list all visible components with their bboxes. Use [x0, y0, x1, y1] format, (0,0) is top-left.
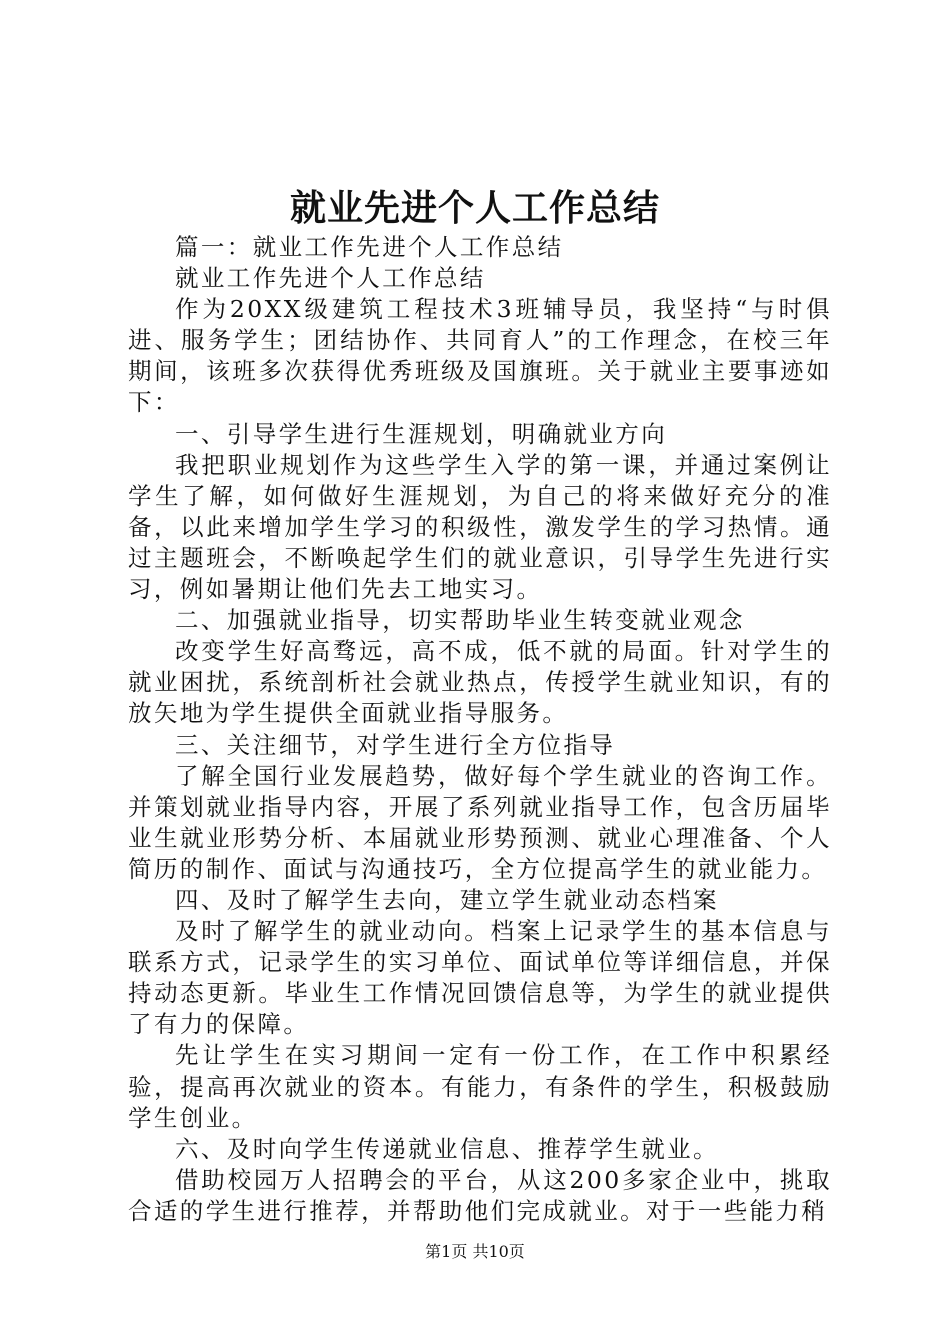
- body-paragraph: 及时了解学生的就业动向。档案上记录学生的基本信息与联系方式，记录学生的实习单位、面试单位等详细信息，并保持动态更新。毕业生工作情况回馈信息等，为学生的就业提供了有力的保障。: [128, 917, 832, 1039]
- section-heading: 三、关注细节，对学生进行全方位指导: [175, 730, 616, 759]
- document-title: 就业先进个人工作总结: [289, 187, 660, 229]
- body-paragraph: 作为20XX级建筑工程技术3班辅导员，我坚持“与时俱进、服务学生；团结协作、共同育人”的工作理念，在校三年期间，该班多次获得优秀班级及国旗班。关于就业主要事迹如下：: [128, 295, 832, 417]
- body-paragraph: 改变学生好高骛远，高不成，低不就的局面。针对学生的就业困扰，系统剖析社会就业热点，传授学生就业知识，有的放矢地为学生提供全面就业指导服务。: [128, 637, 832, 728]
- section-heading: 四、及时了解学生去向，建立学生就业动态档案: [175, 885, 719, 914]
- page-footer: 第1页 共10页: [425, 1242, 525, 1261]
- body-paragraph: 先让学生在实习期间一定有一份工作，在工作中积累经验，提高再次就业的资本。有能力，有条件的学生，积极鼓励学生创业。: [128, 1041, 832, 1132]
- document-body: [128, 232, 832, 1227]
- body-paragraph: 借助校园万人招聘会的平台，从这200多家企业中，挑取合适的学生进行推荐，并帮助他们完成就业。对于一些能力稍: [128, 1165, 832, 1225]
- subtitle-line: 就业工作先进个人工作总结: [175, 264, 486, 293]
- section-heading: 一、引导学生进行生涯规划，明确就业方向: [175, 419, 668, 448]
- section-heading: 篇一：就业工作先进个人工作总结: [175, 233, 564, 261]
- section-heading: 六、及时向学生传递就业信息、推荐学生就业。: [175, 1134, 719, 1163]
- body-paragraph: 了解全国行业发展趋势，做好每个学生就业的咨询工作。并策划就业指导内容，开展了系列就业指导工作，包含历届毕业生就业形势分析、本届就业形势预测、就业心理准备、个人简历的制作、面试与沟通技巧，全方位提高学生的就业能力。: [128, 761, 832, 883]
- section-heading: 二、加强就业指导，切实帮助毕业生转变就业观念: [175, 606, 745, 635]
- body-paragraph: 我把职业规划作为这些学生入学的第一课，并通过案例让学生了解，如何做好生涯规划，为自己的将来做好充分的准备，以此来增加学生学习的积级性，激发学生的学习热情。通过主题班会，不断唤起学生们的就业意识，引导学生先进行实习，例如暑期让他们先去工地实习。: [128, 450, 832, 604]
